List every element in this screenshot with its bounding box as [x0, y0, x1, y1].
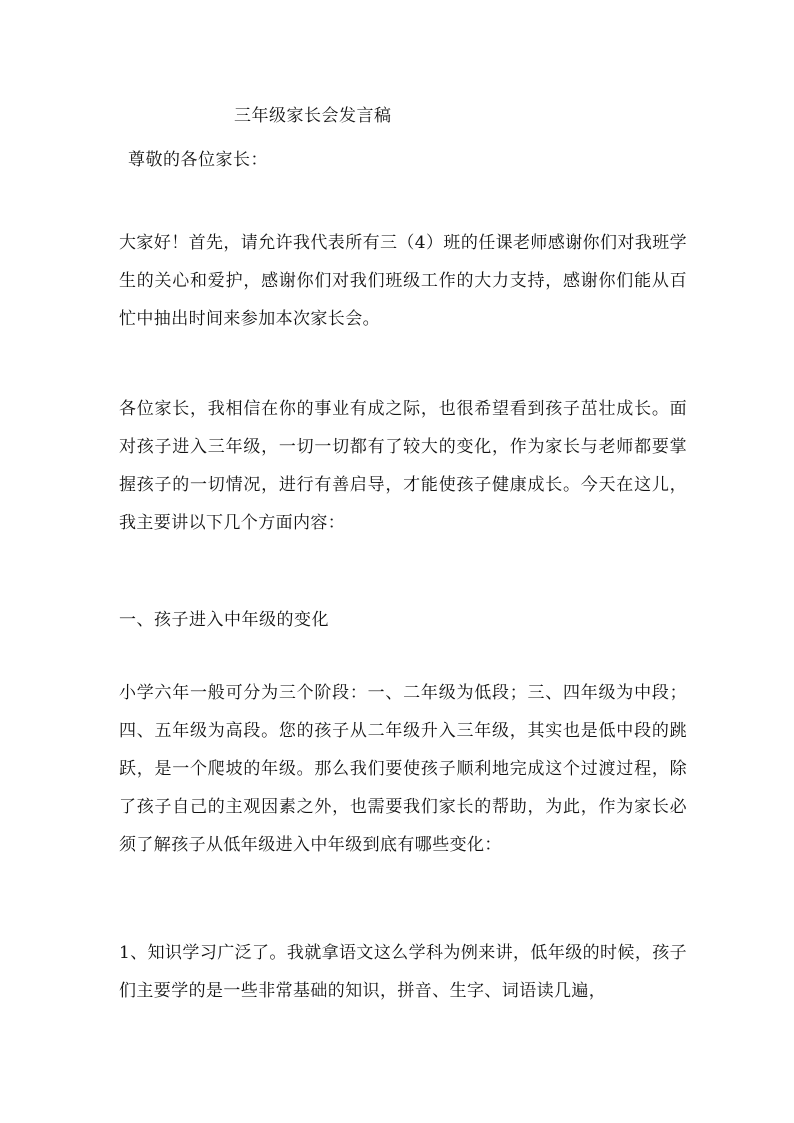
document-title: 三年级家长会发言稿: [234, 106, 392, 126]
paragraph-stages: 小学六年一般可分为三个阶段：一、二年级为低段；三、四年级为中段；四、五年级为高段。您的孩子从二年级升入三年级，其实也是低中段的跳跃，是一个爬坡的年级。那么我们要使孩子顺利地完成这个过渡过程，除了孩子自己的主观因素之外，也需要我们家长的帮助，为此，作为家长必须了解孩子从低年级进入中年级到底有哪些变化：: [119, 683, 687, 855]
salutation: 尊敬的各位家长：: [128, 150, 268, 170]
paragraph-knowledge: 1、知识学习广泛了。我就拿语文这么学科为例来讲，低年级的时候，孩子们主要学的是一些非常基础的知识，拼音、生字、词语读几遍，: [119, 943, 688, 1001]
paragraph-greeting: 大家好！首先，请允许我代表所有三（4）班的任课老师感谢你们对我班学生的关心和爱护，感谢你们对我们班级工作的大力支持，感谢你们能从百忙中抽出时间来参加本次家长会。: [119, 233, 688, 329]
paragraph-intro: 各位家长，我相信在你的事业有成之际，也很希望看到孩子茁壮成长。面对孩子进入三年级，一切一切都有了较大的变化，作为家长与老师都要掌握孩子的一切情况，进行有善启导，才能使孩子健康成长。今天在这儿，我主要讲以下几个方面内容：: [119, 399, 687, 533]
section-heading: 一、孩子进入中年级的变化: [119, 610, 329, 630]
